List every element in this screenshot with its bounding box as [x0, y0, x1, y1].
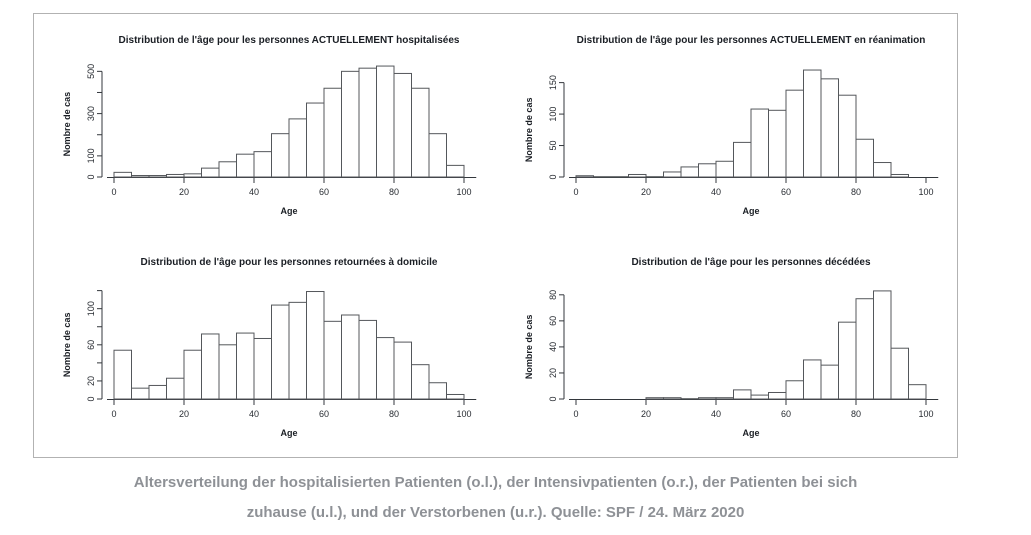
histogram-bar: [856, 298, 874, 398]
x-tick-label: 20: [178, 187, 190, 197]
y-tick-label: 0: [86, 174, 96, 180]
histogram-bar: [786, 90, 804, 177]
x-axis-label: Age: [741, 206, 760, 216]
x-axis-label: Age: [280, 427, 298, 438]
histogram-bar: [324, 321, 342, 399]
x-tick-label: 20: [640, 187, 651, 197]
histogram-bar: [681, 167, 699, 177]
x-tick-label: 40: [710, 408, 721, 419]
x-tick-label: 80: [850, 187, 861, 197]
histogram-bar: [646, 397, 664, 398]
histogram-bar: [803, 359, 821, 398]
chart-title: Distribution de l'âge pour les personnes ACTUELLEMENT hospitalisées: [118, 35, 460, 46]
histogram-bar: [733, 142, 751, 177]
chart-title: Distribution de l'âge pour les personnes décédées: [630, 256, 871, 268]
histogram-bar: [254, 152, 272, 177]
x-axis-label: Age: [741, 427, 760, 438]
histogram-bar: [412, 364, 430, 398]
x-tick-label: 60: [780, 408, 791, 419]
x-tick-label: 60: [318, 408, 330, 419]
histogram-bar: [716, 161, 734, 177]
histogram-bar: [307, 291, 325, 398]
histogram-bar: [114, 172, 132, 177]
histogram-bar: [272, 305, 290, 399]
histogram-returned-home: [34, 236, 495, 457]
histogram-bar: [891, 348, 909, 399]
x-tick-label: 0: [572, 408, 579, 419]
histogram-bar: [838, 322, 856, 399]
histogram-bar: [272, 134, 290, 177]
histogram-bar: [786, 380, 804, 398]
histogram-bar: [733, 389, 751, 398]
histogram-bar: [856, 139, 874, 177]
histogram-deceased: [496, 236, 957, 457]
x-axis-label: Age: [280, 206, 298, 216]
histogram-bar: [412, 88, 430, 177]
x-tick-label: 20: [640, 408, 651, 419]
y-tick-label: 500: [86, 63, 96, 79]
histogram-bar: [254, 338, 272, 399]
histogram-bar: [628, 174, 646, 177]
chart-title: Distribution de l'âge pour les personnes retournées à domicile: [140, 256, 438, 268]
y-tick-label: 100: [86, 300, 96, 316]
histogram-bar: [908, 384, 926, 398]
histogram-bar: [132, 176, 150, 177]
y-tick-label: 100: [547, 106, 558, 122]
y-tick-label: 100: [86, 148, 96, 164]
x-tick-label: 0: [572, 187, 579, 197]
histogram-bar: [447, 394, 465, 399]
x-tick-label: 100: [456, 187, 472, 197]
histogram-bar: [429, 382, 447, 398]
histogram-bar: [716, 397, 734, 398]
histogram-bar: [838, 95, 856, 177]
figure-panel: [33, 13, 958, 458]
x-tick-label: 0: [111, 408, 117, 419]
y-axis-label: Nombre de cas: [62, 312, 72, 377]
histogram-bar: [149, 385, 167, 399]
caption-line-1: Altersverteilung der hospitalisierten Patienten (o.l.), der Intensivpatienten (o.r.), der Patienten bei sich: [133, 474, 858, 491]
y-axis-label: Nombre de cas: [523, 314, 534, 379]
histogram-bar: [663, 172, 681, 177]
caption-line-2: zuhause (u.l.), und der Verstorbenen (u.r.). Quelle: SPF / 24. März 2020: [246, 504, 745, 521]
histogram-bar: [184, 350, 202, 399]
histogram-bar: [821, 79, 839, 177]
histogram-bar: [576, 176, 594, 177]
y-tick-label: 40: [547, 341, 558, 352]
histogram-bar: [891, 174, 909, 177]
histogram-bar: [698, 397, 716, 398]
histogram-bar: [132, 388, 150, 399]
histogram-bar: [149, 176, 167, 177]
histogram-bar: [768, 110, 786, 177]
histogram-bar: [114, 350, 132, 399]
histogram-bar: [202, 333, 220, 398]
y-axis-label: Nombre de cas: [62, 91, 72, 157]
x-tick-label: 100: [917, 408, 934, 419]
histogram-bar: [289, 302, 307, 399]
y-tick-label: 300: [86, 106, 96, 122]
histogram-bar: [342, 315, 360, 399]
x-tick-label: 40: [248, 408, 260, 419]
histogram-bar: [803, 70, 821, 177]
histogram-bar: [202, 168, 220, 177]
x-tick-label: 60: [318, 187, 330, 197]
histogram-bar: [342, 71, 360, 177]
x-tick-label: 80: [388, 187, 400, 197]
histogram-bar: [821, 365, 839, 399]
figure-caption: [33, 468, 958, 528]
y-tick-label: 20: [86, 375, 96, 386]
y-tick-label: 0: [547, 395, 558, 402]
histogram-bar: [307, 103, 325, 177]
histogram-bar: [219, 344, 237, 398]
histogram-bar: [873, 290, 891, 398]
histogram-bar: [167, 174, 185, 177]
histogram-bar: [663, 397, 681, 398]
x-tick-label: 80: [850, 408, 861, 419]
y-axis-label: Nombre de cas: [523, 97, 534, 163]
histogram-bar: [394, 342, 412, 399]
histogram-bar: [237, 333, 255, 399]
histogram-currently-hospitalized: [34, 14, 495, 235]
histogram-bar: [394, 73, 412, 177]
x-tick-label: 40: [710, 187, 721, 197]
histogram-bar: [751, 109, 769, 177]
y-tick-label: 150: [547, 75, 558, 91]
x-tick-label: 100: [917, 187, 934, 197]
histogram-bar: [359, 320, 377, 399]
histogram-bar: [698, 164, 716, 177]
histogram-bar: [447, 165, 465, 177]
x-tick-label: 40: [248, 187, 260, 197]
y-tick-label: 0: [86, 395, 96, 402]
x-tick-label: 100: [456, 408, 472, 419]
y-tick-label: 60: [547, 315, 558, 326]
chart-title: Distribution de l'âge pour les personnes ACTUELLEMENT en réanimation: [576, 35, 925, 46]
x-tick-label: 0: [111, 187, 117, 197]
histogram-bar: [768, 392, 786, 399]
histogram-bar: [751, 395, 769, 399]
histogram-bar: [167, 378, 185, 399]
histogram-bar: [237, 154, 255, 177]
histogram-bar: [289, 119, 307, 177]
histogram-bar: [377, 337, 395, 398]
x-tick-label: 60: [780, 187, 791, 197]
x-tick-label: 80: [388, 408, 400, 419]
x-tick-label: 20: [178, 408, 190, 419]
histogram-bar: [377, 66, 395, 177]
histogram-bar: [359, 68, 377, 177]
y-tick-label: 60: [86, 339, 96, 350]
histogram-currently-icu: [496, 14, 957, 235]
histogram-bar: [429, 134, 447, 177]
histogram-bar: [219, 162, 237, 177]
histogram-bar: [324, 88, 342, 177]
histogram-bar: [184, 174, 202, 177]
y-tick-label: 50: [547, 140, 558, 151]
y-tick-label: 80: [547, 289, 558, 300]
histogram-bar: [873, 163, 891, 177]
y-tick-label: 20: [547, 367, 558, 378]
y-tick-label: 0: [547, 174, 558, 180]
